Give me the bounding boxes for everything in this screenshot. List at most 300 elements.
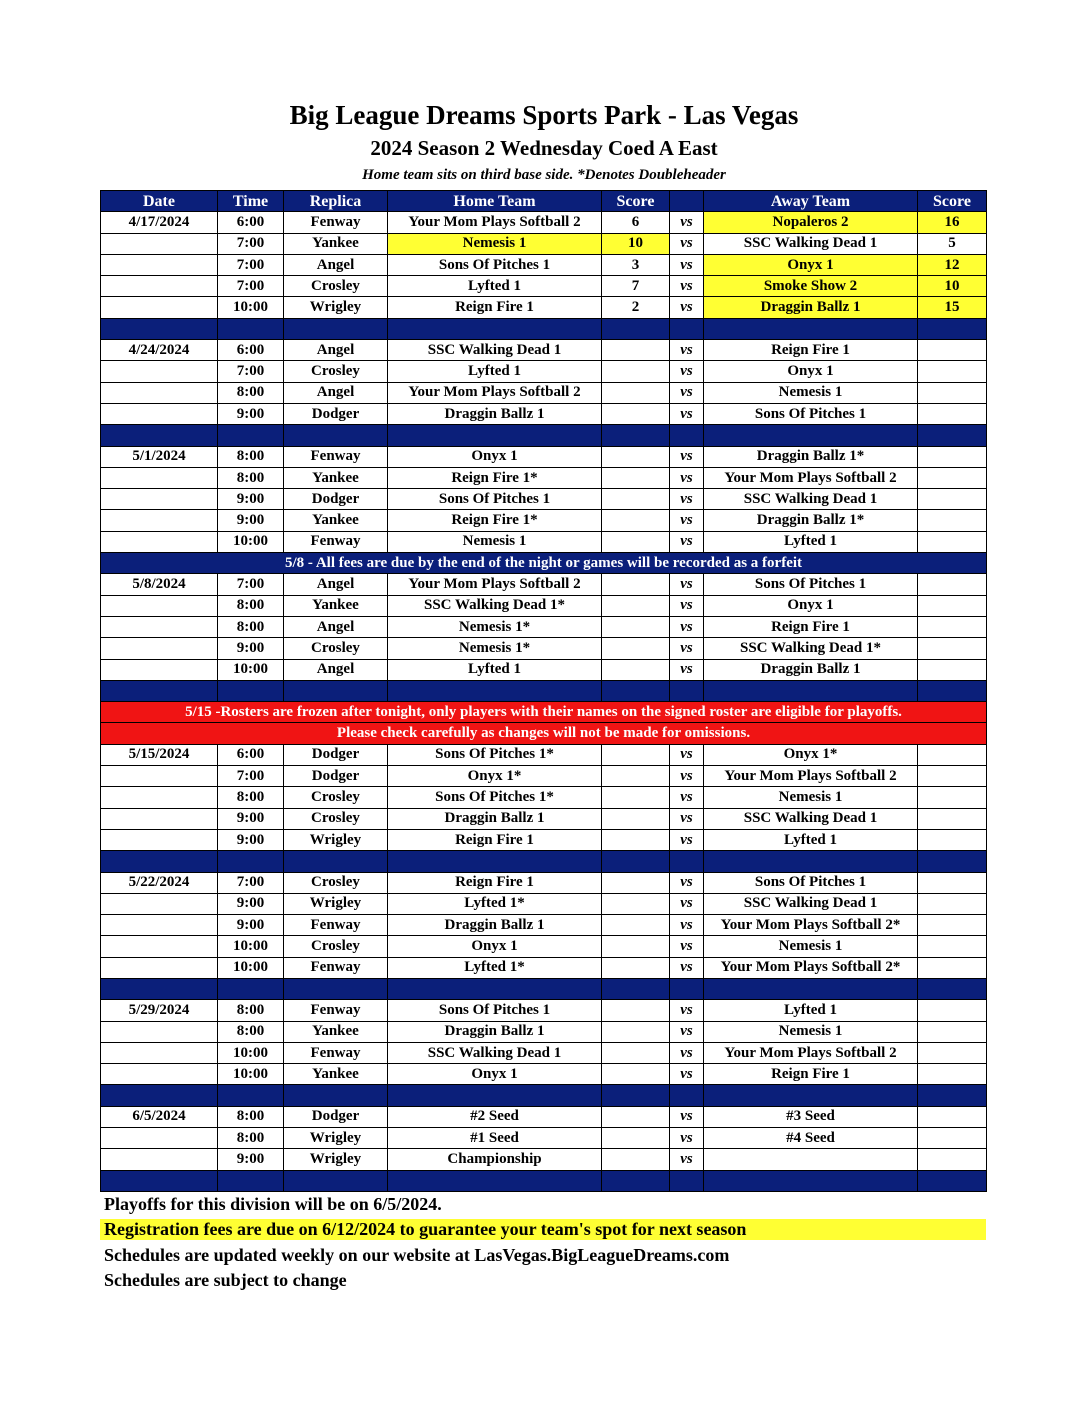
home-score	[602, 531, 670, 552]
game-date	[101, 829, 218, 850]
home-team: #1 Seed	[388, 1128, 602, 1149]
home-team: Nemesis 1	[388, 233, 602, 254]
game-date	[101, 297, 218, 318]
away-team: Reign Fire 1	[704, 1064, 918, 1085]
notice-text: 5/8 - All fees are due by the end of the night or games will be recorded as a forfeit	[101, 553, 987, 574]
game-field: Fenway	[284, 212, 388, 233]
separator-cell	[388, 1170, 602, 1191]
game-date	[101, 893, 218, 914]
game-field: Yankee	[284, 1021, 388, 1042]
vs-label: vs	[670, 1106, 704, 1127]
home-team: Nemesis 1	[388, 531, 602, 552]
away-score	[918, 808, 987, 829]
separator-cell	[918, 1170, 987, 1191]
game-row	[101, 829, 987, 850]
separator-cell	[704, 1170, 918, 1191]
away-team: Reign Fire 1	[704, 340, 918, 361]
game-date	[101, 808, 218, 829]
home-team: Lyfted 1	[388, 276, 602, 297]
game-row	[101, 872, 987, 893]
game-time: 10:00	[218, 1064, 284, 1085]
away-score	[918, 787, 987, 808]
away-team: Your Mom Plays Softball 2*	[704, 957, 918, 978]
away-score	[918, 382, 987, 403]
home-team: Onyx 1	[388, 446, 602, 467]
game-date	[101, 1064, 218, 1085]
away-team: #4 Seed	[704, 1128, 918, 1149]
game-field: Wrigley	[284, 893, 388, 914]
vs-label: vs	[670, 489, 704, 510]
game-time: 6:00	[218, 340, 284, 361]
separator-cell	[670, 978, 704, 999]
home-score	[602, 1000, 670, 1021]
away-team	[704, 1149, 918, 1170]
home-score	[602, 510, 670, 531]
game-row	[101, 276, 987, 297]
away-team: Lyfted 1	[704, 531, 918, 552]
home-score	[602, 403, 670, 424]
game-date	[101, 254, 218, 275]
col-time: Time	[218, 191, 284, 212]
game-date: 5/29/2024	[101, 1000, 218, 1021]
home-team: Reign Fire 1	[388, 872, 602, 893]
game-time: 8:00	[218, 467, 284, 488]
game-date: 4/17/2024	[101, 212, 218, 233]
game-date	[101, 1128, 218, 1149]
separator-cell	[388, 680, 602, 701]
home-score	[602, 915, 670, 936]
game-time: 7:00	[218, 872, 284, 893]
vs-label: vs	[670, 872, 704, 893]
game-time: 7:00	[218, 233, 284, 254]
separator-cell	[670, 1170, 704, 1191]
game-time: 9:00	[218, 893, 284, 914]
away-team: Your Mom Plays Softball 2*	[704, 915, 918, 936]
home-team: Lyfted 1	[388, 361, 602, 382]
home-score	[602, 744, 670, 765]
vs-label: vs	[670, 595, 704, 616]
home-team: Reign Fire 1	[388, 297, 602, 318]
game-row	[101, 361, 987, 382]
separator-cell	[602, 318, 670, 339]
game-row	[101, 1042, 987, 1063]
game-row	[101, 467, 987, 488]
game-field: Crosley	[284, 638, 388, 659]
game-time: 8:00	[218, 1000, 284, 1021]
away-score	[918, 957, 987, 978]
vs-label: vs	[670, 744, 704, 765]
away-team: Onyx 1	[704, 361, 918, 382]
game-date	[101, 489, 218, 510]
game-field: Dodger	[284, 403, 388, 424]
game-date	[101, 531, 218, 552]
away-score: 12	[918, 254, 987, 275]
alert-row	[101, 702, 987, 723]
game-row	[101, 1128, 987, 1149]
home-score	[602, 361, 670, 382]
separator-cell	[101, 680, 218, 701]
separator-cell	[602, 851, 670, 872]
game-date: 5/1/2024	[101, 446, 218, 467]
vs-label: vs	[670, 340, 704, 361]
separator-cell	[284, 318, 388, 339]
vs-label: vs	[670, 276, 704, 297]
vs-label: vs	[670, 297, 704, 318]
col-away-team: Away Team	[704, 191, 918, 212]
away-team: Nemesis 1	[704, 1021, 918, 1042]
vs-label: vs	[670, 957, 704, 978]
game-date: 6/5/2024	[101, 1106, 218, 1127]
vs-label: vs	[670, 254, 704, 275]
game-row	[101, 1000, 987, 1021]
away-team: SSC Walking Dead 1	[704, 489, 918, 510]
separator-cell	[602, 978, 670, 999]
game-field: Dodger	[284, 489, 388, 510]
home-score	[602, 574, 670, 595]
away-score: 10	[918, 276, 987, 297]
game-date	[101, 361, 218, 382]
footer-registration: Registration fees are due on 6/12/2024 to guarantee your team's spot for next season	[100, 1219, 986, 1240]
separator-cell	[670, 680, 704, 701]
home-team: Sons Of Pitches 1*	[388, 744, 602, 765]
separator-cell	[670, 1085, 704, 1106]
separator-row	[101, 1170, 987, 1191]
alert-text: 5/15 -Rosters are frozen after tonight, only players with their names on the signed roster are eligible for playoffs.	[101, 702, 987, 723]
game-date	[101, 1021, 218, 1042]
game-field: Fenway	[284, 915, 388, 936]
away-team: Nemesis 1	[704, 787, 918, 808]
game-time: 10:00	[218, 957, 284, 978]
game-row	[101, 489, 987, 510]
separator-cell	[284, 851, 388, 872]
away-score	[918, 659, 987, 680]
home-team: Reign Fire 1*	[388, 510, 602, 531]
separator-cell	[602, 1085, 670, 1106]
home-score: 3	[602, 254, 670, 275]
separator-row	[101, 425, 987, 446]
home-score	[602, 766, 670, 787]
away-score	[918, 1149, 987, 1170]
home-score	[602, 957, 670, 978]
away-team: Reign Fire 1	[704, 616, 918, 637]
game-field: Dodger	[284, 1106, 388, 1127]
away-score	[918, 1000, 987, 1021]
home-team: Draggin Ballz 1	[388, 915, 602, 936]
game-field: Crosley	[284, 872, 388, 893]
vs-label: vs	[670, 1021, 704, 1042]
away-score	[918, 1064, 987, 1085]
away-score: 16	[918, 212, 987, 233]
separator-row	[101, 978, 987, 999]
game-field: Angel	[284, 574, 388, 595]
game-field: Wrigley	[284, 1149, 388, 1170]
col-home-team: Home Team	[388, 191, 602, 212]
vs-label: vs	[670, 446, 704, 467]
game-row	[101, 1149, 987, 1170]
separator-cell	[284, 425, 388, 446]
away-score	[918, 936, 987, 957]
game-time: 8:00	[218, 1021, 284, 1042]
home-score: 2	[602, 297, 670, 318]
vs-label: vs	[670, 915, 704, 936]
vs-label: vs	[670, 382, 704, 403]
game-field: Dodger	[284, 766, 388, 787]
home-score	[602, 659, 670, 680]
col-home-score: Score	[602, 191, 670, 212]
game-time: 8:00	[218, 787, 284, 808]
separator-cell	[918, 978, 987, 999]
separator-cell	[218, 1170, 284, 1191]
away-team: SSC Walking Dead 1	[704, 808, 918, 829]
game-date	[101, 936, 218, 957]
game-time: 8:00	[218, 382, 284, 403]
page-subtitle: 2024 Season 2 Wednesday Coed A East	[370, 136, 718, 160]
vs-label: vs	[670, 936, 704, 957]
schedule-body	[101, 212, 987, 1192]
game-time: 9:00	[218, 403, 284, 424]
vs-label: vs	[670, 659, 704, 680]
home-team: Lyfted 1	[388, 659, 602, 680]
game-date	[101, 467, 218, 488]
away-team: Nopaleros 2	[704, 212, 918, 233]
home-score	[602, 1106, 670, 1127]
away-score	[918, 616, 987, 637]
game-row	[101, 893, 987, 914]
game-time: 7:00	[218, 574, 284, 595]
home-team: Draggin Ballz 1	[388, 808, 602, 829]
col-vs	[670, 191, 704, 212]
game-field: Fenway	[284, 446, 388, 467]
game-date	[101, 276, 218, 297]
game-time: 8:00	[218, 446, 284, 467]
game-field: Yankee	[284, 1064, 388, 1085]
away-team: Sons Of Pitches 1	[704, 403, 918, 424]
home-score	[602, 1021, 670, 1042]
away-score	[918, 510, 987, 531]
vs-label: vs	[670, 616, 704, 637]
game-row	[101, 574, 987, 595]
away-score	[918, 766, 987, 787]
away-score	[918, 467, 987, 488]
game-date	[101, 659, 218, 680]
schedule-table	[100, 190, 987, 1192]
away-score	[918, 1128, 987, 1149]
game-row	[101, 744, 987, 765]
separator-cell	[704, 318, 918, 339]
vs-label: vs	[670, 531, 704, 552]
away-team: Your Mom Plays Softball 2	[704, 766, 918, 787]
game-time: 10:00	[218, 297, 284, 318]
game-row	[101, 915, 987, 936]
col-replica: Replica	[284, 191, 388, 212]
header-row	[101, 191, 987, 212]
away-team: Nemesis 1	[704, 936, 918, 957]
vs-label: vs	[670, 1149, 704, 1170]
home-team: Your Mom Plays Softball 2	[388, 382, 602, 403]
alert-row	[101, 723, 987, 744]
game-time: 9:00	[218, 638, 284, 659]
vs-label: vs	[670, 467, 704, 488]
away-score	[918, 893, 987, 914]
home-score	[602, 1128, 670, 1149]
separator-cell	[388, 851, 602, 872]
away-score	[918, 489, 987, 510]
schedule-note: Home team sits on third base side. *Denotes Doubleheader	[362, 167, 726, 183]
home-score	[602, 872, 670, 893]
home-score	[602, 446, 670, 467]
game-row	[101, 297, 987, 318]
vs-label: vs	[670, 893, 704, 914]
game-time: 9:00	[218, 829, 284, 850]
separator-cell	[918, 680, 987, 701]
separator-cell	[918, 1085, 987, 1106]
game-time: 10:00	[218, 659, 284, 680]
separator-cell	[284, 680, 388, 701]
game-time: 6:00	[218, 744, 284, 765]
game-time: 6:00	[218, 212, 284, 233]
home-team: Reign Fire 1	[388, 829, 602, 850]
game-date	[101, 1149, 218, 1170]
col-away-score: Score	[918, 191, 987, 212]
game-time: 9:00	[218, 489, 284, 510]
game-time: 9:00	[218, 808, 284, 829]
home-score	[602, 829, 670, 850]
game-row	[101, 616, 987, 637]
game-row	[101, 510, 987, 531]
home-score	[602, 616, 670, 637]
game-time: 7:00	[218, 276, 284, 297]
home-team: #2 Seed	[388, 1106, 602, 1127]
home-score: 7	[602, 276, 670, 297]
separator-cell	[284, 1170, 388, 1191]
away-team: Nemesis 1	[704, 382, 918, 403]
home-team: Onyx 1	[388, 1064, 602, 1085]
away-team: Onyx 1	[704, 254, 918, 275]
vs-label: vs	[670, 212, 704, 233]
home-team: Championship	[388, 1149, 602, 1170]
home-team: Your Mom Plays Softball 2	[388, 574, 602, 595]
away-score	[918, 446, 987, 467]
game-time: 10:00	[218, 936, 284, 957]
game-date	[101, 382, 218, 403]
game-row	[101, 233, 987, 254]
away-team: SSC Walking Dead 1	[704, 233, 918, 254]
home-team: Onyx 1	[388, 936, 602, 957]
away-score: 15	[918, 297, 987, 318]
separator-cell	[218, 318, 284, 339]
home-team: Draggin Ballz 1	[388, 1021, 602, 1042]
home-score	[602, 638, 670, 659]
game-field: Fenway	[284, 531, 388, 552]
away-team: Your Mom Plays Softball 2	[704, 1042, 918, 1063]
separator-row	[101, 1085, 987, 1106]
away-score	[918, 744, 987, 765]
away-team: Draggin Ballz 1*	[704, 510, 918, 531]
game-field: Crosley	[284, 808, 388, 829]
game-date	[101, 957, 218, 978]
vs-label: vs	[670, 403, 704, 424]
game-time: 7:00	[218, 254, 284, 275]
separator-cell	[284, 1085, 388, 1106]
game-field: Wrigley	[284, 829, 388, 850]
game-row	[101, 936, 987, 957]
home-score	[602, 489, 670, 510]
home-team: Sons Of Pitches 1	[388, 489, 602, 510]
separator-cell	[918, 318, 987, 339]
away-score	[918, 531, 987, 552]
away-score	[918, 638, 987, 659]
home-team: Nemesis 1*	[388, 638, 602, 659]
separator-cell	[101, 851, 218, 872]
game-row	[101, 403, 987, 424]
separator-cell	[602, 1170, 670, 1191]
away-score	[918, 872, 987, 893]
game-row	[101, 531, 987, 552]
separator-cell	[218, 680, 284, 701]
away-score	[918, 403, 987, 424]
away-score	[918, 340, 987, 361]
home-team: Lyfted 1*	[388, 957, 602, 978]
separator-row	[101, 318, 987, 339]
col-date: Date	[101, 191, 218, 212]
vs-label: vs	[670, 1064, 704, 1085]
footer-subject: Schedules are subject to change	[104, 1270, 347, 1290]
game-field: Fenway	[284, 957, 388, 978]
game-date	[101, 1042, 218, 1063]
separator-cell	[388, 1085, 602, 1106]
away-score: 5	[918, 233, 987, 254]
home-score: 6	[602, 212, 670, 233]
separator-cell	[101, 318, 218, 339]
separator-cell	[101, 978, 218, 999]
game-field: Crosley	[284, 787, 388, 808]
separator-cell	[218, 851, 284, 872]
separator-cell	[670, 318, 704, 339]
game-field: Yankee	[284, 595, 388, 616]
game-time: 9:00	[218, 915, 284, 936]
separator-cell	[670, 425, 704, 446]
game-date	[101, 403, 218, 424]
separator-cell	[918, 425, 987, 446]
separator-cell	[704, 851, 918, 872]
home-score	[602, 1042, 670, 1063]
game-time: 8:00	[218, 595, 284, 616]
home-team: SSC Walking Dead 1*	[388, 595, 602, 616]
vs-label: vs	[670, 1000, 704, 1021]
away-team: Lyfted 1	[704, 829, 918, 850]
away-score	[918, 1106, 987, 1127]
game-field: Yankee	[284, 467, 388, 488]
game-row	[101, 595, 987, 616]
game-field: Dodger	[284, 744, 388, 765]
game-field: Crosley	[284, 276, 388, 297]
game-row	[101, 808, 987, 829]
home-score	[602, 467, 670, 488]
away-team: Smoke Show 2	[704, 276, 918, 297]
game-row	[101, 1021, 987, 1042]
vs-label: vs	[670, 808, 704, 829]
away-score	[918, 1021, 987, 1042]
separator-cell	[704, 978, 918, 999]
home-score	[602, 808, 670, 829]
separator-cell	[101, 1170, 218, 1191]
game-date	[101, 510, 218, 531]
away-team: Onyx 1	[704, 595, 918, 616]
game-date	[101, 595, 218, 616]
game-field: Wrigley	[284, 297, 388, 318]
separator-cell	[218, 978, 284, 999]
game-date: 4/24/2024	[101, 340, 218, 361]
